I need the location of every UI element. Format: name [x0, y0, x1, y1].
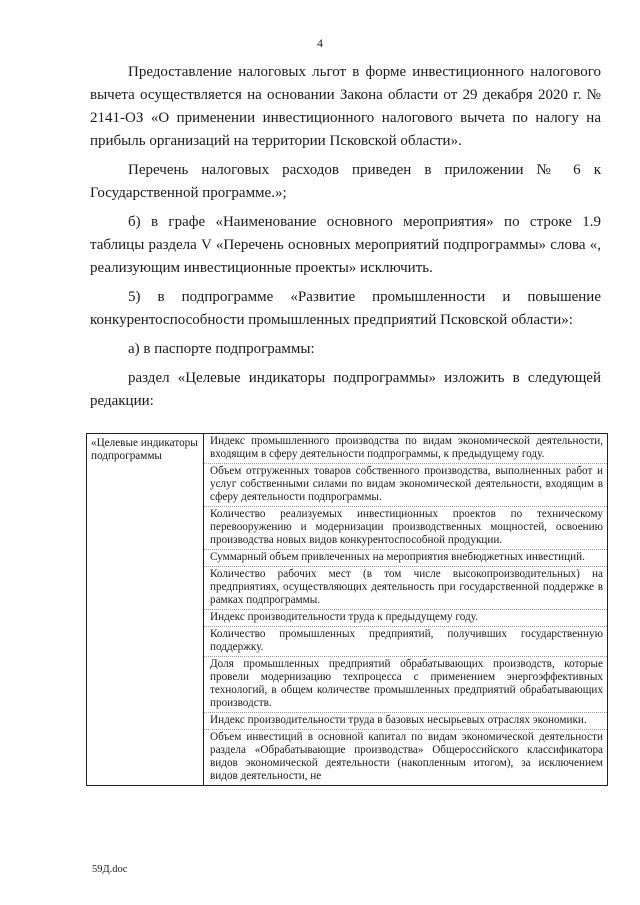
footer-filename: 59Д.doc [92, 864, 128, 875]
indicator-item: Объем отгруженных товаров собственного производства, выполненных работ и услуг собственными силами по видам экономической деятельности, входящим в сферу деятельности подпрограммы. [204, 464, 607, 507]
indicators-table [86, 433, 608, 786]
table-indicators-cell [204, 434, 608, 786]
paragraph-tax-deduction: Предоставление налоговых льгот в форме инвестиционного налогового вычета осуществляется на основании Закона области от 29 декабря 2020 г. № 2141-ОЗ «О применении инвестиционного налогового вычета по налогу на прибыль организаций на территории Псковской области». [90, 64, 601, 149]
paragraph-amendment-b: б) в графе «Наименование основного мероприятия» по строке 1.9 таблицы раздела V «Перечень основных мероприятий подпрограммы» слова «, реализующим инвестиционные проекты» исключить. [90, 214, 601, 276]
paragraph-subprogram-5: 5) в подпрограмме «Развитие промышленности и повышение конкурентоспособности промышленных предприятий Псковской области»: [90, 289, 601, 328]
indicator-item: Количество рабочих мест (в том числе высокопроизводительных) на предприятиях, осуществляющих деятельность при государственной поддержке в рамках подпрограммы. [204, 567, 607, 610]
indicator-item: Доля промышленных предприятий обрабатывающих производств, которые провели модернизацию техпроцесса с применением энергоэффективных технологий, в общем количестве промышленных предприятий обрабатывающих производств. [204, 657, 607, 713]
body-text [90, 61, 601, 413]
paragraph-tax-expenses: Перечень налоговых расходов приведен в приложении № 6 к Государственной программе.»; [90, 162, 601, 201]
indicator-item: Индекс производительности труда в базовых несырьевых отраслях экономики. [204, 713, 607, 730]
paragraph-passport-a: а) в паспорте подпрограммы: [128, 341, 315, 357]
table-row [87, 434, 608, 786]
indicator-item: Индекс производительности труда к предыдущему году. [204, 610, 607, 627]
indicator-item: Суммарный объем привлеченных на мероприятия внебюджетных инвестиций. [204, 550, 607, 567]
paragraph-section-indicators: раздел «Целевые индикаторы подпрограммы» изложить в следующей редакции: [90, 370, 601, 409]
page-number: 4 [317, 36, 323, 50]
table-label-cell: «Целевые индикаторы подпрограммы [87, 434, 204, 786]
indicator-item: Количество реализуемых инвестиционных проектов по техническому перевооружению и модернизации производственных мощностей, освоению производства новых видов конкурентоспособной продукции. [204, 507, 607, 550]
indicator-item: Объем инвестиций в основной капитал по видам экономической деятельности раздела «Обрабатывающие производства» Общероссийского классификатора видов экономической деятельности (накопленным итогом), за исключением видов деятельности, не [210, 731, 603, 782]
indicator-item: Количество промышленных предприятий, получивших государственную поддержку. [204, 627, 607, 657]
indicator-item: Индекс промышленного производства по видам экономической деятельности, входящим в сферу деятельности подпрограммы, к предыдущему году. [204, 434, 607, 464]
